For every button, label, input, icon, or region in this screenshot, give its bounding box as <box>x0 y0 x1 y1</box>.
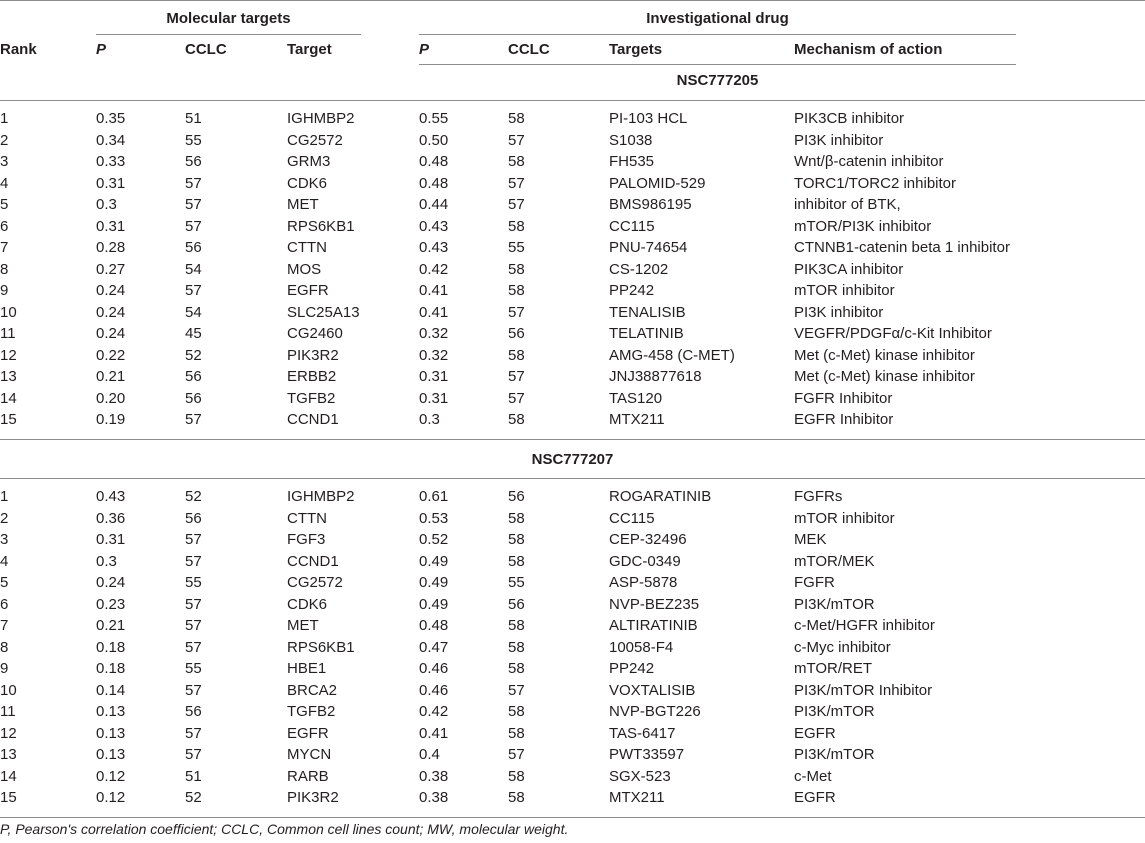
cell-rank: 13 <box>0 368 17 385</box>
cell-mechanism: VEGFR/PDGFα/c-Kit Inhibitor <box>794 325 992 342</box>
cell-p-drug: 0.31 <box>419 368 449 385</box>
cell-p-drug: 0.46 <box>419 660 449 677</box>
cell-cclc-molecular: 52 <box>185 789 202 806</box>
cell-cclc-molecular: 57 <box>185 638 202 656</box>
cell-p-molecular: 0.22 <box>96 346 126 364</box>
cell-target: CDK6 <box>287 595 328 613</box>
cell-drug: CC115 <box>609 217 655 235</box>
cell-mechanism: PI3K inhibitor <box>794 131 884 149</box>
col-header-mechanism: Mechanism of action <box>794 41 943 58</box>
cell-cclc-molecular: 57 <box>185 617 202 634</box>
cell-cclc-molecular: 52 <box>185 488 202 505</box>
cell-target: HBE1 <box>287 660 327 677</box>
col-header-targets: Targets <box>609 41 663 58</box>
cell-target: CTTN <box>287 509 327 527</box>
cell-cclc-drug: 58 <box>508 217 525 235</box>
cell-p-molecular: 0.28 <box>96 239 126 256</box>
cell-drug: ASP-5878 <box>609 574 678 591</box>
cell-p-drug: 0.61 <box>419 488 449 505</box>
col-header-cclc-drug: CCLC <box>508 41 550 58</box>
cell-mechanism: PI3K/mTOR <box>794 746 875 763</box>
cell-target: CG2460 <box>287 325 343 342</box>
cell-cclc-molecular: 57 <box>185 746 202 763</box>
cell-drug: 10058-F4 <box>609 638 674 656</box>
cell-mechanism: inhibitor of BTK, <box>794 196 901 213</box>
cell-cclc-molecular: 56 <box>185 153 202 170</box>
cell-drug: NVP-BGT226 <box>609 703 701 720</box>
cell-cclc-molecular: 55 <box>185 574 202 591</box>
cell-cclc-drug: 58 <box>508 346 525 364</box>
cell-p-molecular: 0.34 <box>96 131 126 149</box>
cell-mechanism: Met (c-Met) kinase inhibitor <box>794 368 975 385</box>
cell-drug: CEP-32496 <box>609 531 687 548</box>
cell-p-drug: 0.38 <box>419 767 449 785</box>
cell-cclc-drug: 57 <box>508 196 525 213</box>
cell-p-molecular: 0.3 <box>96 196 117 213</box>
cell-p-drug: 0.38 <box>419 789 449 806</box>
cell-rank: 7 <box>0 617 9 634</box>
cell-drug: AMG-458 (C-MET) <box>609 346 735 364</box>
cell-p-drug: 0.41 <box>419 724 449 742</box>
cell-target: RPS6KB1 <box>287 217 355 235</box>
cell-cclc-molecular: 57 <box>185 282 202 299</box>
cell-p-drug: 0.48 <box>419 174 449 192</box>
section-rule <box>0 439 1145 440</box>
cell-p-drug: 0.47 <box>419 638 449 656</box>
cell-mechanism: PI3K/mTOR Inhibitor <box>794 681 933 699</box>
cell-target: TGFB2 <box>287 703 336 720</box>
cell-mechanism: FGFR <box>794 574 835 591</box>
cell-drug: CC115 <box>609 509 655 527</box>
cell-p-molecular: 0.24 <box>96 574 126 591</box>
cell-p-drug: 0.55 <box>419 110 449 127</box>
cell-cclc-molecular: 56 <box>185 368 202 385</box>
cell-cclc-molecular: 56 <box>185 703 202 720</box>
cell-mechanism: c-Met <box>794 767 832 785</box>
cell-mechanism: Met (c-Met) kinase inhibitor <box>794 346 975 364</box>
cell-drug: GDC-0349 <box>609 552 681 570</box>
cell-cclc-molecular: 56 <box>185 389 202 407</box>
group-header-molecular-targets: Molecular targets <box>166 10 291 27</box>
cell-drug: TENALISIB <box>609 303 686 321</box>
cell-p-molecular: 0.3 <box>96 552 117 570</box>
cell-drug: MTX211 <box>609 789 665 806</box>
cell-rank: 1 <box>0 110 9 127</box>
cell-p-molecular: 0.27 <box>96 260 126 278</box>
cell-cclc-drug: 58 <box>508 638 525 656</box>
cell-p-drug: 0.31 <box>419 389 449 407</box>
cell-p-molecular: 0.19 <box>96 411 126 428</box>
cell-mechanism: mTOR/MEK <box>794 552 875 570</box>
cell-mechanism: mTOR/PI3K inhibitor <box>794 217 932 235</box>
section-title: NSC777205 <box>676 72 759 89</box>
cell-target: ERBB2 <box>287 368 337 385</box>
col-header-rank: Rank <box>0 41 37 58</box>
cell-cclc-drug: 58 <box>508 110 525 127</box>
cell-p-molecular: 0.31 <box>96 174 126 192</box>
cell-p-drug: 0.44 <box>419 196 449 213</box>
cell-mechanism: mTOR inhibitor <box>794 509 895 527</box>
cell-target: PIK3R2 <box>287 346 339 364</box>
investigational-group-rule <box>419 34 1016 35</box>
cell-rank: 9 <box>0 660 9 677</box>
cell-rank: 15 <box>0 789 17 806</box>
cell-mechanism: PIK3CB inhibitor <box>794 110 905 127</box>
cell-cclc-drug: 58 <box>508 509 525 527</box>
cell-p-drug: 0.3 <box>419 411 440 428</box>
cell-drug: TELATINIB <box>609 325 684 342</box>
cell-cclc-drug: 58 <box>508 703 525 720</box>
cell-rank: 12 <box>0 346 17 364</box>
cell-cclc-drug: 58 <box>508 789 525 806</box>
cell-cclc-drug: 58 <box>508 767 525 785</box>
cell-drug: ALTIRATINIB <box>609 617 698 634</box>
cell-cclc-molecular: 56 <box>185 239 202 256</box>
cell-cclc-molecular: 57 <box>185 217 202 235</box>
cell-cclc-drug: 57 <box>508 368 525 385</box>
cell-target: CDK6 <box>287 174 328 192</box>
cell-mechanism: MEK <box>794 531 827 548</box>
section-rule <box>0 100 1145 101</box>
cell-p-drug: 0.4 <box>419 746 440 763</box>
cell-p-drug: 0.41 <box>419 303 449 321</box>
cell-rank: 5 <box>0 574 9 591</box>
cell-p-drug: 0.42 <box>419 703 449 720</box>
cell-cclc-molecular: 55 <box>185 131 202 149</box>
cell-target: BRCA2 <box>287 681 338 699</box>
cell-cclc-molecular: 52 <box>185 346 202 364</box>
bottom-rule <box>0 817 1145 818</box>
cell-target: IGHMBP2 <box>287 110 355 127</box>
cell-rank: 10 <box>0 681 17 699</box>
cell-p-drug: 0.32 <box>419 325 449 342</box>
cell-p-drug: 0.49 <box>419 574 449 591</box>
cell-cclc-drug: 58 <box>508 411 525 428</box>
cell-drug: FH535 <box>609 153 655 170</box>
cell-drug: PI-103 HCL <box>609 110 688 127</box>
cell-cclc-drug: 56 <box>508 488 525 505</box>
cell-rank: 3 <box>0 153 9 170</box>
header-bottom-rule <box>419 64 1016 65</box>
cell-cclc-drug: 55 <box>508 239 525 256</box>
cell-drug: MTX211 <box>609 411 665 428</box>
cell-p-molecular: 0.31 <box>96 217 126 235</box>
cell-p-molecular: 0.12 <box>96 767 126 785</box>
cell-target: CCND1 <box>287 411 339 428</box>
cell-p-drug: 0.41 <box>419 282 449 299</box>
cell-drug: TAS-6417 <box>609 724 676 742</box>
cell-mechanism: EGFR <box>794 789 836 806</box>
cell-cclc-molecular: 54 <box>185 303 202 321</box>
cell-drug: ROGARATINIB <box>609 488 712 505</box>
cell-mechanism: TORC1/TORC2 inhibitor <box>794 174 956 192</box>
cell-rank: 2 <box>0 131 9 149</box>
cell-cclc-molecular: 51 <box>185 767 202 785</box>
cell-target: PIK3R2 <box>287 789 339 806</box>
cell-rank: 11 <box>0 703 16 720</box>
cell-p-drug: 0.49 <box>419 595 449 613</box>
cell-target: EGFR <box>287 282 329 299</box>
cell-cclc-drug: 58 <box>508 260 525 278</box>
cell-cclc-molecular: 57 <box>185 174 202 192</box>
cell-drug: BMS986195 <box>609 196 692 213</box>
cell-rank: 13 <box>0 746 17 763</box>
cell-mechanism: mTOR inhibitor <box>794 282 895 299</box>
cell-drug: PP242 <box>609 282 655 299</box>
cell-cclc-molecular: 54 <box>185 260 202 278</box>
cell-target: CCND1 <box>287 552 339 570</box>
cell-cclc-drug: 58 <box>508 724 525 742</box>
cell-target: RARB <box>287 767 329 785</box>
cell-p-drug: 0.43 <box>419 217 449 235</box>
cell-p-molecular: 0.23 <box>96 595 126 613</box>
cell-target: RPS6KB1 <box>287 638 355 656</box>
cell-target: SLC25A13 <box>287 303 360 321</box>
cell-p-drug: 0.32 <box>419 346 449 364</box>
section-rule <box>0 478 1145 479</box>
cell-p-drug: 0.42 <box>419 260 449 278</box>
cell-cclc-drug: 55 <box>508 574 525 591</box>
cell-cclc-molecular: 57 <box>185 531 202 548</box>
section-title: NSC777207 <box>531 451 614 468</box>
col-header-p-molecular: P <box>96 41 107 58</box>
cell-cclc-drug: 57 <box>508 174 525 192</box>
cell-drug: TAS120 <box>609 389 663 407</box>
cell-p-drug: 0.49 <box>419 552 449 570</box>
cell-rank: 11 <box>0 325 16 342</box>
cell-target: CTTN <box>287 239 327 256</box>
cell-target: FGF3 <box>287 531 326 548</box>
cell-target: IGHMBP2 <box>287 488 355 505</box>
cell-mechanism: Wnt/β-catenin inhibitor <box>794 153 944 170</box>
cell-p-molecular: 0.24 <box>96 325 126 342</box>
cell-target: GRM3 <box>287 153 331 170</box>
cell-target: TGFB2 <box>287 389 336 407</box>
cell-cclc-molecular: 57 <box>185 196 202 213</box>
cell-rank: 9 <box>0 282 9 299</box>
cell-cclc-drug: 58 <box>508 153 525 170</box>
cell-drug: SGX-523 <box>609 767 671 785</box>
cell-p-molecular: 0.13 <box>96 746 126 763</box>
cell-target: MET <box>287 196 319 213</box>
cell-p-molecular: 0.21 <box>96 617 126 634</box>
cell-cclc-molecular: 57 <box>185 724 202 742</box>
cell-target: EGFR <box>287 724 329 742</box>
cell-drug: S1038 <box>609 131 653 149</box>
cell-cclc-drug: 57 <box>508 746 525 763</box>
cell-mechanism: PI3K inhibitor <box>794 303 884 321</box>
cell-mechanism: PI3K/mTOR <box>794 595 875 613</box>
cell-p-drug: 0.48 <box>419 153 449 170</box>
cell-p-molecular: 0.14 <box>96 681 126 699</box>
cell-cclc-drug: 57 <box>508 389 525 407</box>
cell-drug: PALOMID-529 <box>609 174 706 192</box>
cell-drug: VOXTALISIB <box>609 681 696 699</box>
cell-cclc-drug: 57 <box>508 303 525 321</box>
cell-target: CG2572 <box>287 131 343 149</box>
cell-mechanism: EGFR <box>794 724 836 742</box>
cell-cclc-drug: 57 <box>508 131 525 149</box>
cell-p-molecular: 0.24 <box>96 303 126 321</box>
cell-cclc-drug: 56 <box>508 595 525 613</box>
cell-drug: PNU-74654 <box>609 239 688 256</box>
molecular-group-rule <box>96 34 361 35</box>
cell-p-molecular: 0.18 <box>96 660 126 677</box>
cell-cclc-drug: 58 <box>508 660 525 677</box>
cell-p-drug: 0.53 <box>419 509 449 527</box>
cell-rank: 5 <box>0 196 9 213</box>
cell-p-drug: 0.50 <box>419 131 449 149</box>
cell-rank: 7 <box>0 239 9 256</box>
cell-cclc-drug: 58 <box>508 282 525 299</box>
cell-target: MOS <box>287 260 322 278</box>
top-rule <box>0 0 1145 1</box>
cell-target: CG2572 <box>287 574 343 591</box>
cell-rank: 15 <box>0 411 17 428</box>
cell-rank: 4 <box>0 174 9 192</box>
cell-p-molecular: 0.33 <box>96 153 126 170</box>
cell-rank: 8 <box>0 638 9 656</box>
cell-rank: 14 <box>0 389 17 407</box>
cell-rank: 1 <box>0 488 9 505</box>
cell-p-molecular: 0.36 <box>96 509 126 527</box>
cell-cclc-molecular: 57 <box>185 595 202 613</box>
cell-cclc-drug: 58 <box>508 531 525 548</box>
col-header-p-drug: P <box>419 41 430 58</box>
cell-rank: 14 <box>0 767 17 785</box>
cell-p-molecular: 0.21 <box>96 368 126 385</box>
cell-cclc-molecular: 57 <box>185 411 202 428</box>
cell-mechanism: c-Met/HGFR inhibitor <box>794 617 935 634</box>
cell-cclc-molecular: 55 <box>185 660 202 677</box>
cell-cclc-molecular: 57 <box>185 552 202 570</box>
cell-rank: 4 <box>0 552 9 570</box>
cell-target: MYCN <box>287 746 332 763</box>
cell-p-molecular: 0.31 <box>96 531 126 548</box>
cell-mechanism: c-Myc inhibitor <box>794 638 891 656</box>
cell-cclc-molecular: 57 <box>185 681 202 699</box>
cell-drug: CS-1202 <box>609 260 669 278</box>
cell-mechanism: PI3K/mTOR <box>794 703 875 720</box>
cell-p-molecular: 0.12 <box>96 789 126 806</box>
cell-target: MET <box>287 617 319 634</box>
col-header-target: Target <box>287 41 332 58</box>
table-footnote: P, Pearson's correlation coefficient; CCLC, Common cell lines count; MW, molecular weight. <box>0 821 569 837</box>
cell-rank: 8 <box>0 260 9 278</box>
cell-drug: PP242 <box>609 660 655 677</box>
cell-cclc-molecular: 56 <box>185 509 202 527</box>
cell-p-molecular: 0.35 <box>96 110 126 127</box>
cell-p-drug: 0.52 <box>419 531 449 548</box>
cell-rank: 2 <box>0 509 9 527</box>
cell-p-molecular: 0.13 <box>96 703 126 720</box>
cell-drug: NVP-BEZ235 <box>609 595 700 613</box>
group-header-investigational-drug: Investigational drug <box>646 10 789 27</box>
cell-rank: 12 <box>0 724 17 742</box>
cell-p-molecular: 0.13 <box>96 724 126 742</box>
cell-p-molecular: 0.20 <box>96 389 126 407</box>
cell-drug: JNJ38877618 <box>609 368 702 385</box>
cell-cclc-drug: 57 <box>508 681 525 699</box>
cell-p-drug: 0.43 <box>419 239 449 256</box>
col-header-cclc-molecular: CCLC <box>185 41 227 58</box>
cell-mechanism: CTNNB1-catenin beta 1 inhibitor <box>794 239 1010 256</box>
cell-cclc-drug: 56 <box>508 325 525 342</box>
cell-p-molecular: 0.18 <box>96 638 126 656</box>
cell-cclc-molecular: 45 <box>185 325 202 342</box>
cell-p-drug: 0.46 <box>419 681 449 699</box>
cell-p-molecular: 0.24 <box>96 282 126 299</box>
cell-p-molecular: 0.43 <box>96 488 126 505</box>
cell-rank: 10 <box>0 303 17 321</box>
cell-mechanism: PIK3CA inhibitor <box>794 260 904 278</box>
cell-rank: 6 <box>0 595 9 613</box>
cell-mechanism: FGFR Inhibitor <box>794 389 893 407</box>
cell-rank: 6 <box>0 217 9 235</box>
cell-cclc-drug: 58 <box>508 617 525 634</box>
cell-drug: PWT33597 <box>609 746 685 763</box>
cell-cclc-drug: 58 <box>508 552 525 570</box>
cell-p-drug: 0.48 <box>419 617 449 634</box>
cell-mechanism: EGFR Inhibitor <box>794 411 894 428</box>
cell-cclc-molecular: 51 <box>185 110 202 127</box>
cell-rank: 3 <box>0 531 9 548</box>
cell-mechanism: mTOR/RET <box>794 660 873 677</box>
cell-mechanism: FGFRs <box>794 488 843 505</box>
